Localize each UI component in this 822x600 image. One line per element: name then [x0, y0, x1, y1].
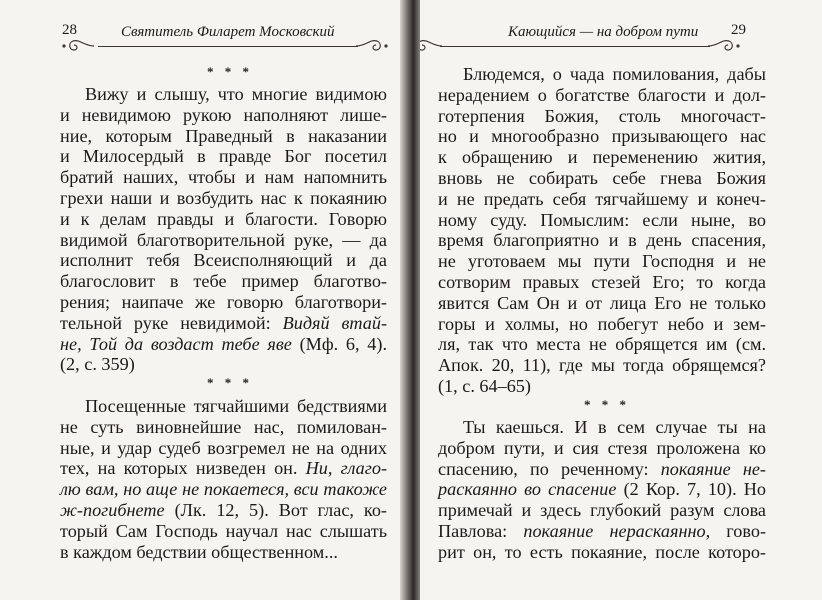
text-line: Апок. 20, 11), где мы тогда обрящемся? [438, 355, 766, 376]
scripture-quote: ж- [60, 499, 83, 520]
section-separator: * * * [584, 397, 630, 412]
flourish-ornament-icon [356, 35, 390, 57]
text-line: исполнит тебя Всеисполняющий и да [60, 250, 387, 271]
text-line: и к делам правды и благости. Говорю [60, 208, 387, 229]
text-line: готерпения Божия, столь многочаст- [438, 105, 766, 126]
citation: (Лк. 12, 5). Вот глас, ко- [174, 499, 387, 520]
right-page [420, 0, 822, 600]
text-line: ные, и удар судеб возгремел не на одних [60, 437, 387, 458]
left-running-head [0, 20, 405, 46]
text-line: ля, так что места не обрящется им (см. [438, 334, 766, 355]
text-line [438, 459, 766, 480]
text-line: и невидимою рукою наполняют лише- [60, 104, 387, 125]
scripture-quote: раскаянно во спасение [438, 479, 617, 500]
left-paragraph-2 [60, 396, 387, 562]
text-line: и Милосердый в правде Бог посетил [60, 146, 387, 167]
text-segment: тельной руке невидимой: [60, 312, 271, 333]
text-line: братий наших, чтобы и нам напомнить [60, 167, 387, 188]
text-line: в каждом бедствии общественном... [60, 541, 338, 562]
right-running-title: Кающийся — на добром пути [508, 24, 699, 40]
text-segment: гово- [726, 520, 767, 541]
flourish-ornament-icon [708, 35, 742, 57]
text-line: благословит в тебе пример благотво- [60, 271, 387, 292]
text-line: к обращению и переменению жития, [438, 147, 766, 168]
text-line: сотворим правых стезей Его; то когда [438, 271, 766, 292]
scripture-quote: но аще не покаетеся, вси такоже [123, 479, 387, 500]
text-line: добром пути, и сия стезя проложена ко [438, 437, 766, 458]
text-line: не уготоваем мы пути Господня и не [438, 251, 766, 272]
left-paragraph-1 [60, 84, 387, 375]
scripture-quote: покаяние нераскаянно, [523, 520, 711, 541]
section-separator: * * * [207, 64, 253, 79]
text-line [438, 521, 766, 542]
text-line: ние, которым Праведный в наказании [60, 125, 387, 146]
text-line [60, 313, 387, 334]
text-line: грехи наши и возбудить нас к покаянию [60, 187, 387, 208]
section-separator: * * * [207, 375, 253, 390]
text-line: но и многообразно призывающего нас [438, 126, 766, 147]
text-line: горы и холмы, но побегут небо и зем- [438, 313, 766, 334]
text-line [60, 479, 387, 500]
scripture-quote: Видяй втай- [282, 312, 387, 333]
text-line: примечай и здесь глубокий разум слова [438, 500, 766, 521]
left-running-title: Святитель Филарет Московский [121, 24, 335, 40]
left-page [0, 0, 405, 600]
text-line [438, 479, 766, 500]
citation: (Мф. 6, 4). [299, 333, 387, 354]
left-header-rule [98, 46, 358, 47]
text-line: не суть виновнейшие нас, помилован- [60, 416, 387, 437]
scripture-quote: не, Той да воздаст тебе яве [60, 333, 292, 354]
text-line: Вижу и слышу, что многие видимою [85, 84, 387, 104]
right-header-rule [440, 46, 710, 47]
text-line: ному суду. Помыслим: если ныне, во [438, 209, 766, 230]
right-paragraph-1 [438, 64, 766, 397]
text-line: Ты каешься. И в сем случае ты на [463, 417, 766, 437]
right-page-number: 29 [731, 22, 746, 38]
text-segment: тех, на которых низведен он. [60, 458, 298, 479]
text-line: (2, с. 359) [60, 354, 135, 375]
scripture-quote: Ни, глаго- [305, 458, 388, 479]
text-line: видимой благотворительной руке, — да [60, 229, 387, 250]
scripture-quote: лю вам, [60, 479, 119, 500]
flourish-ornament-icon [60, 35, 94, 57]
right-paragraph-2 [438, 417, 766, 563]
text-line: явится Сам Он и от лица Его не только [438, 292, 766, 313]
text-line: (1, с. 64–65) [438, 375, 531, 396]
text-line: и не предать себя тягчайшему и конеч- [438, 188, 766, 209]
scripture-quote: покаяние не- [660, 458, 766, 479]
text-line: торый Сам Господь научал нас слышать [60, 520, 387, 541]
text-line [60, 500, 387, 521]
text-line: Блюдемся, о чада помилования, дабы [463, 64, 766, 84]
text-line: рит он, то есть покаяние, после которо- [438, 541, 766, 562]
flourish-ornament-icon [420, 35, 442, 57]
text-line [60, 458, 387, 479]
text-line: рения; наипаче же говорю благотвори- [60, 291, 387, 312]
scripture-quote: погибнете [82, 499, 165, 520]
text-line: нерадением о богатстве благости и дол- [438, 84, 766, 105]
text-segment: Павлова: [438, 520, 508, 541]
text-segment: спасению, по реченному: [438, 458, 649, 479]
right-running-head [420, 20, 822, 46]
left-page-number: 28 [62, 22, 77, 38]
text-line: Посещенные тягчайшими бедствиями [85, 396, 387, 416]
text-line [60, 334, 387, 355]
text-line: вновь не собирать себе гнева Божия [438, 167, 766, 188]
text-line: время благоприятно и в день спасения, [438, 230, 766, 251]
citation: (2 Кор. 7, 10). Но [623, 479, 766, 500]
